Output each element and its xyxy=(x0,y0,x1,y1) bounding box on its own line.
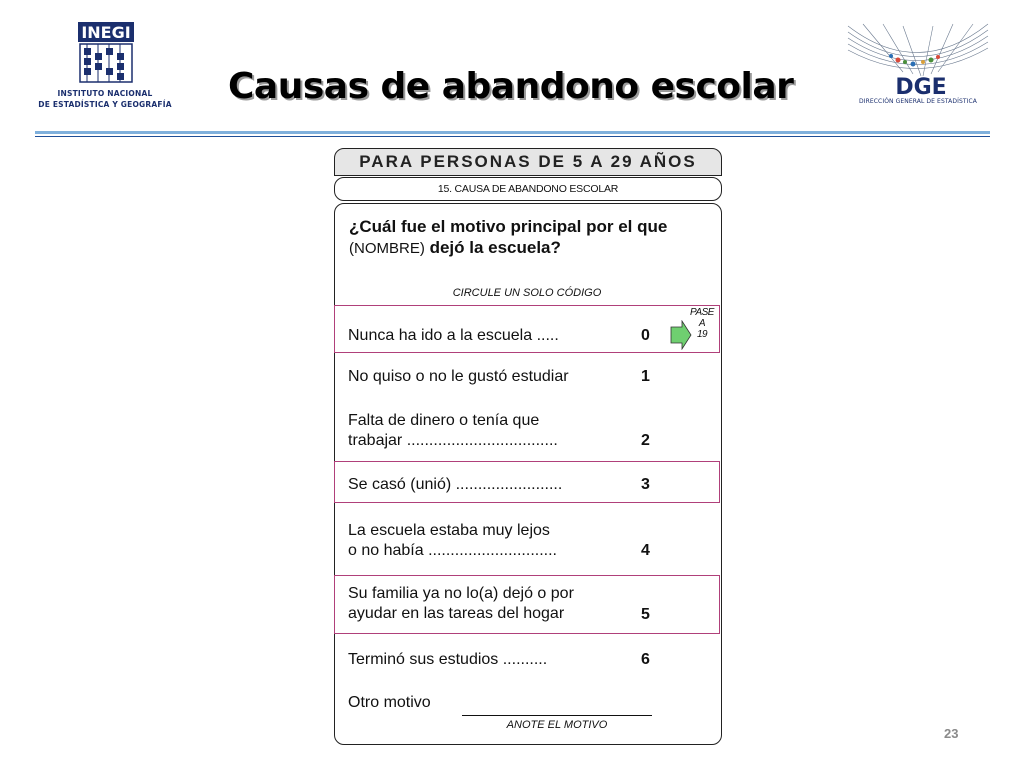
skip-line1: PASE xyxy=(690,307,714,318)
question-code: 15. CAUSA DE ABANDONO ESCOLAR xyxy=(334,177,722,201)
option-1-label: No quiso o no le gustó estudiar xyxy=(348,368,569,385)
inegi-logo xyxy=(30,22,180,112)
dge-logo-text: DGE xyxy=(895,75,947,98)
option-3-code: 3 xyxy=(641,476,650,493)
header-rule-light xyxy=(35,131,990,134)
option-4-label-line1: La escuela estaba muy lejos xyxy=(348,522,550,539)
option-5-label-line1: Su familia ya no lo(a) dejó o por xyxy=(348,585,574,602)
option-0-label: Nunca ha ido a la escuela ..... xyxy=(348,327,559,344)
option-5-label-line2: ayudar en las tareas del hogar xyxy=(348,605,565,622)
dge-subtitle: DIRECCIÓN GENERAL DE ESTADÍSTICA xyxy=(859,98,977,105)
section-title: PARA PERSONAS DE 5 A 29 AÑOS xyxy=(334,148,722,176)
skip-instruction xyxy=(684,307,720,340)
page-number: 23 xyxy=(944,726,959,741)
option-2-label-line2: trabajar .................................. xyxy=(348,432,558,449)
page-title: Causas de abandono escolar xyxy=(228,66,794,107)
inegi-line2: DE ESTADÍSTICA Y GEOGRAFÍA xyxy=(38,100,172,109)
skip-line2: A xyxy=(698,318,706,329)
other-reason-line[interactable] xyxy=(462,715,652,716)
inegi-logo-text: INEGI xyxy=(81,23,131,42)
option-2-label-line1: Falta de dinero o tenía que xyxy=(348,412,540,429)
dge-logo xyxy=(843,22,993,110)
inegi-abacus-icon xyxy=(76,22,136,84)
question-text xyxy=(349,216,717,259)
dge-network-icon xyxy=(843,22,993,98)
option-1-code: 1 xyxy=(641,368,650,385)
inegi-line1: INSTITUTO NACIONAL xyxy=(57,89,153,98)
question-part2: dejó la escuela? xyxy=(429,238,561,257)
option-2-code: 2 xyxy=(641,432,650,449)
option-5-code: 5 xyxy=(641,606,650,623)
other-instruction: ANOTE EL MOTIVO xyxy=(506,719,608,731)
option-0-code: 0 xyxy=(641,327,650,344)
question-name: (NOMBRE) xyxy=(349,240,425,257)
question-part1: ¿Cuál fue el motivo principal por el que xyxy=(349,217,668,236)
option-6-code: 6 xyxy=(641,651,650,668)
option-4-code: 4 xyxy=(641,542,650,559)
option-other-label: Otro motivo xyxy=(348,694,431,711)
option-3-label: Se casó (unió) ........................ xyxy=(348,476,563,493)
header-rule-dark xyxy=(35,136,990,137)
option-4-label-line2: o no había ............................. xyxy=(348,542,557,559)
option-6-label: Terminó sus estudios .......... xyxy=(348,651,548,668)
instruction: CIRCULE UN SOLO CÓDIGO xyxy=(452,287,602,299)
skip-line3: 19 xyxy=(696,329,708,340)
